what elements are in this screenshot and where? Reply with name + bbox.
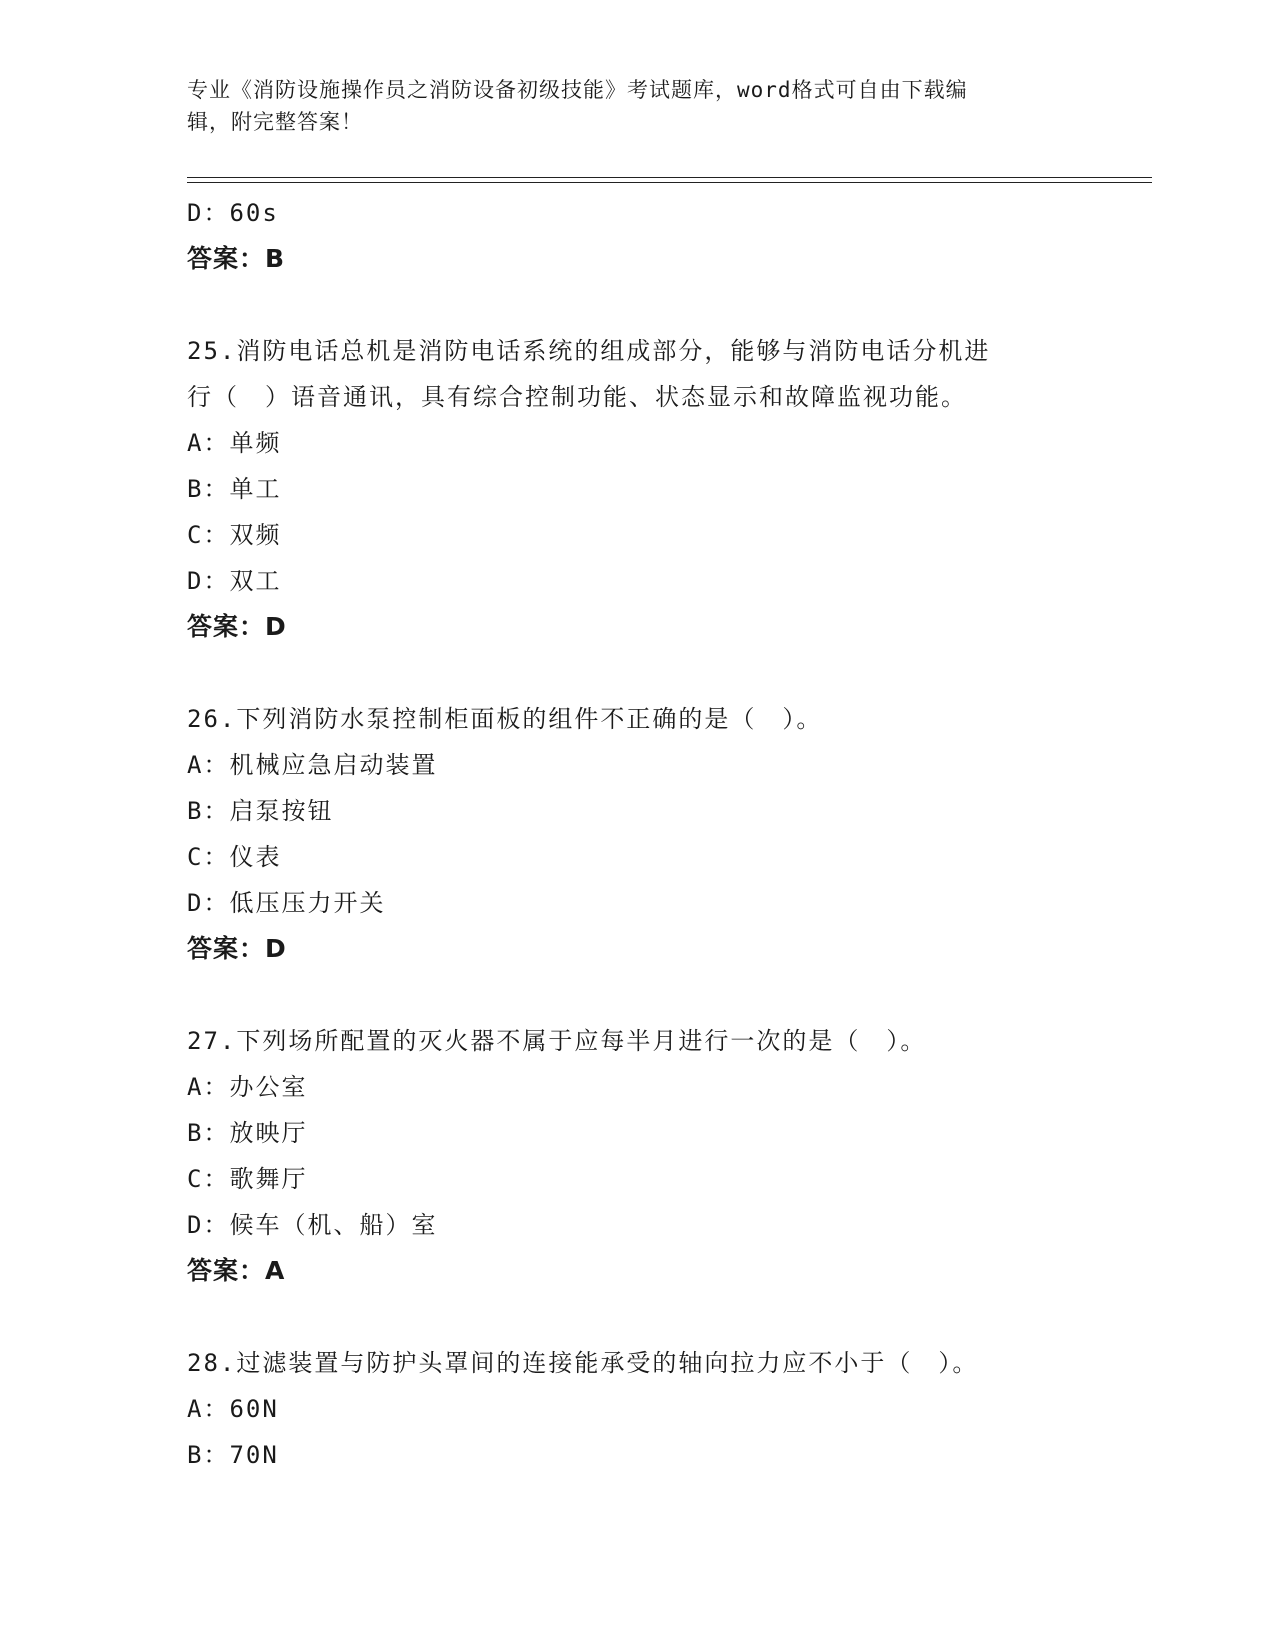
page-header	[187, 74, 1087, 138]
question-27	[187, 1018, 1087, 1294]
option-d: D：60s	[187, 199, 279, 227]
option-b: B：单工	[187, 475, 282, 503]
header-divider-top	[187, 177, 1152, 178]
option-c: C：仪表	[187, 843, 282, 871]
question-26	[187, 696, 1087, 972]
answer-line: 答案：D	[187, 934, 287, 963]
question-25	[187, 328, 1087, 650]
option-a: A：办公室	[187, 1073, 308, 1101]
option-b: B：启泵按钮	[187, 797, 334, 825]
question-content	[187, 190, 1087, 1478]
previous-question-tail	[187, 190, 1087, 282]
header-divider-bottom	[187, 182, 1152, 183]
option-b: B：放映厅	[187, 1119, 308, 1147]
option-a: A：机械应急启动装置	[187, 751, 438, 779]
option-a: A：单频	[187, 429, 282, 457]
option-c: C：歌舞厅	[187, 1165, 308, 1193]
question-stem-line: 行（ ）语音通讯，具有综合控制功能、状态显示和故障监视功能。	[187, 383, 967, 411]
answer-line: 答案：A	[187, 1256, 286, 1285]
option-c: C：双频	[187, 521, 282, 549]
answer-line: 答案：D	[187, 612, 287, 641]
option-a: A：60N	[187, 1395, 279, 1423]
option-d: D：双工	[187, 567, 282, 595]
option-d: D：候车（机、船）室	[187, 1211, 438, 1239]
header-line-2: 辑，附完整答案！	[187, 110, 363, 134]
option-d: D：低压压力开关	[187, 889, 386, 917]
question-stem-line: 26.下列消防水泵控制柜面板的组件不正确的是（ ）。	[187, 705, 823, 733]
option-b: B：70N	[187, 1441, 279, 1469]
answer-line: 答案：B	[187, 244, 286, 273]
question-stem-line: 27.下列场所配置的灭火器不属于应每半月进行一次的是（ ）。	[187, 1027, 927, 1055]
question-stem-line: 28.过滤装置与防护头罩间的连接能承受的轴向拉力应不小于（ ）。	[187, 1349, 979, 1377]
header-line-1: 专业《消防设施操作员之消防设备初级技能》考试题库，word格式可自由下载编	[187, 78, 968, 102]
question-stem-line: 25.消防电话总机是消防电话系统的组成部分，能够与消防电话分机进	[187, 337, 991, 365]
question-28	[187, 1340, 1087, 1478]
